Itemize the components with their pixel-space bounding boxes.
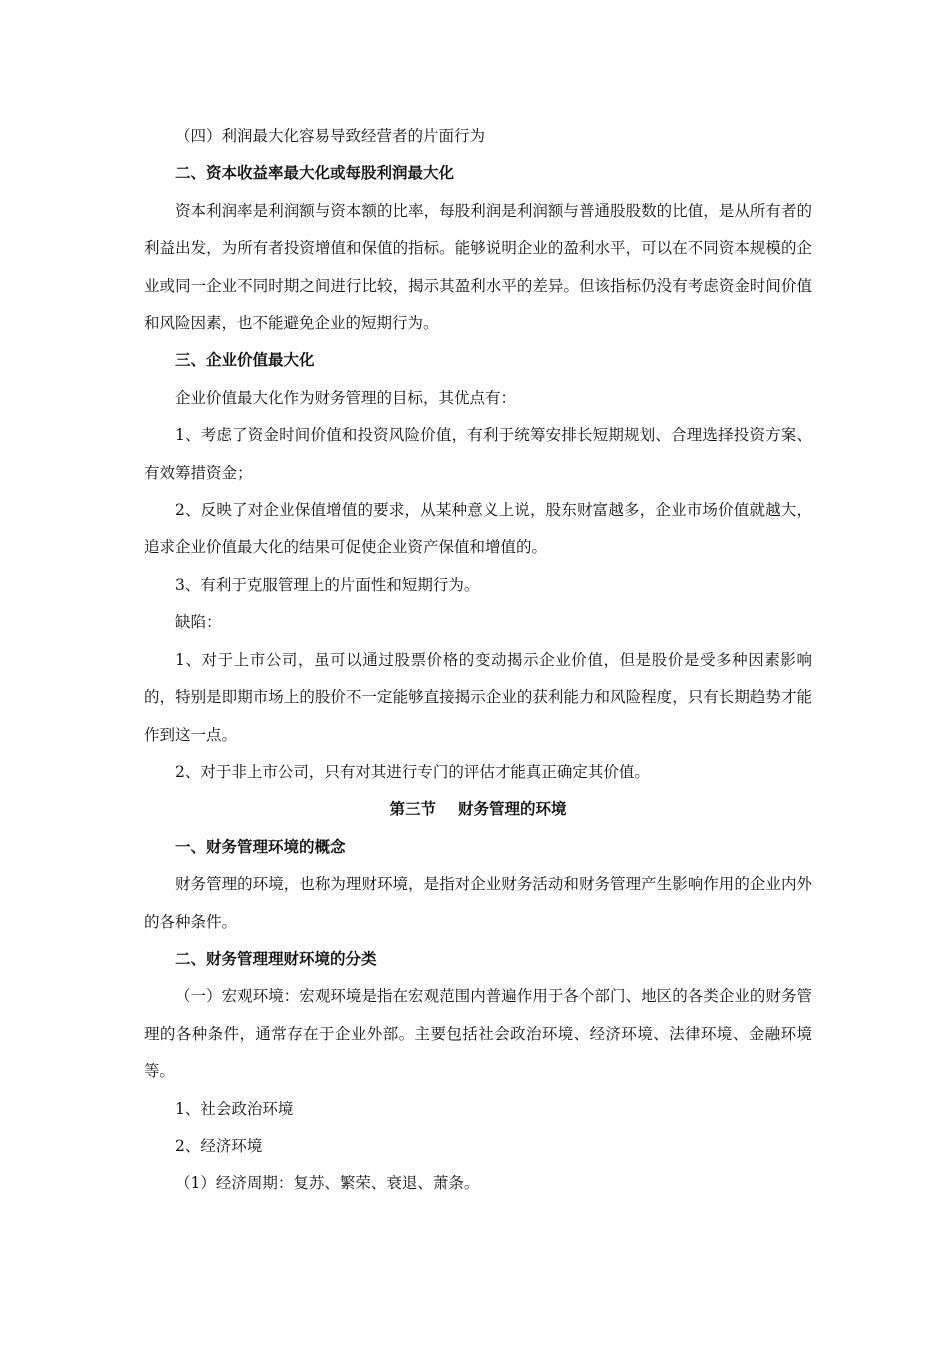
paragraph-defect-1: 1、对于上市公司，虽可以通过股票价格的变动揭示企业价值，但是股价是受多种因素影响的，特别是即期市场上的股价不一定能够直接揭示企业的获利能力和风险程度，只有长期趋势才能作到这一点。 xyxy=(144,650,812,744)
paragraph-macro-environment: （一）宏观环境：宏观环境是指在宏观范围内普遍作用于各个部门、地区的各类企业的财务管理的各种条件，通常存在于企业外部。主要包括社会政治环境、经济环境、法律环境、金融环境等。 xyxy=(144,987,812,1081)
paragraph-environment-definition: 财务管理的环境，也称为理财环境，是指对企业财务活动和财务管理产生影响作用的企业内外的各种条件。 xyxy=(144,875,812,931)
paragraph-profit-max-drawback: （四）利润最大化容易导致经营者的片面行为 xyxy=(175,127,486,145)
paragraph-advantages-intro: 企业价值最大化作为财务管理的目标，其优点有： xyxy=(175,388,517,407)
heading-environment-concept: 一、财务管理环境的概念 xyxy=(175,837,346,856)
paragraph-defects-label: 缺陷： xyxy=(175,613,222,632)
section-title xyxy=(144,791,812,828)
heading-environment-classification: 二、财务管理理财环境的分类 xyxy=(175,949,377,968)
heading-capital-return-max: 二、资本收益率最大化或每股利润最大化 xyxy=(175,164,455,183)
list-item-social-political: 1、社会政治环境 xyxy=(175,1099,294,1118)
section-number: 第三节 xyxy=(389,800,436,819)
paragraph-advantage-2: 2、反映了对企业保值增值的要求，从某种意义上说，股东财富越多，企业市场价值就越大，追求企业价值最大化的结果可促使企业资产保值和增值的。 xyxy=(144,501,812,557)
paragraph-advantage-1: 1、考虑了资金时间价值和投资风险价值，有利于统筹安排长短期规划、合理选择投资方案、有效筹措资金； xyxy=(144,426,812,482)
paragraph-capital-return-desc: 资本利润率是利润额与资本额的比率，每股利润是利润额与普通股股数的比值，是从所有者的利益出发，为所有者投资增值和保值的指标。能够说明企业的盈利水平，可以在不同资本规模的企业或同一企业不同时期之间进行比较，揭示其盈利水平的差异。但该指标仍没有考虑资金时间价值和风险因素，也不能避免企业的短期行为。 xyxy=(144,201,812,333)
list-item-economic-cycle: （1）经济周期：复苏、繁荣、衰退、萧条。 xyxy=(175,1174,480,1193)
document-body xyxy=(144,118,812,1203)
heading-enterprise-value-max: 三、企业价值最大化 xyxy=(175,351,315,370)
paragraph-advantage-3: 3、有利于克服管理上的片面性和短期行为。 xyxy=(175,575,480,594)
paragraph-defect-2: 2、对于非上市公司，只有对其进行专门的评估才能真正确定其价值。 xyxy=(175,762,650,781)
section-name: 财务管理的环境 xyxy=(458,800,567,819)
list-item-economic: 2、经济环境 xyxy=(175,1136,263,1155)
